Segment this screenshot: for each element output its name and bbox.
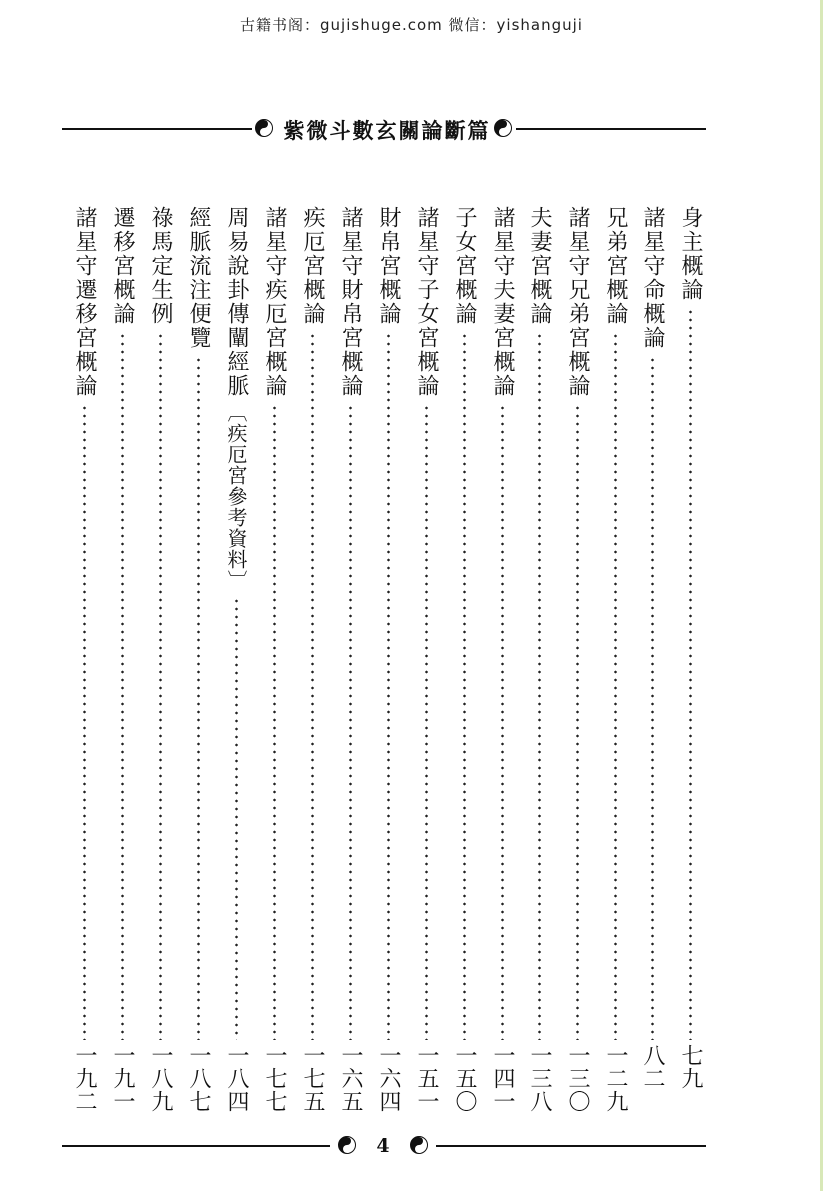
toc-entry-page: 一三八 [527, 1044, 552, 1113]
dot-leader [387, 332, 390, 1040]
dot-leader [463, 332, 466, 1040]
dot-leader [576, 404, 579, 1040]
toc-entry[interactable] [338, 206, 362, 1116]
dot-leader [538, 332, 541, 1040]
toc-entry-title: 諸星守兄弟宮概論 [565, 206, 590, 398]
toc-entry[interactable] [603, 206, 627, 1116]
toc-entry-title: 身主概論 [678, 206, 703, 302]
toc-entry-title: 諸星守命概論 [640, 206, 665, 350]
toc-entry[interactable] [148, 206, 172, 1116]
toc-entry-title: 諸星守財帛宮概論 [338, 206, 363, 398]
toc-entry-title: 諸星守疾厄宮概論 [262, 206, 287, 398]
toc-entry[interactable] [376, 206, 400, 1116]
toc-entry-title: 疾厄宮概論 [300, 206, 325, 326]
toc-entry[interactable] [490, 206, 514, 1116]
dot-leader [689, 308, 692, 1040]
toc-entry-title: 經脈流注便覽 [186, 206, 211, 350]
toc-entry-page: 一四一 [490, 1044, 515, 1113]
dot-leader [311, 332, 314, 1040]
dot-leader [197, 356, 200, 1040]
toc-entry[interactable] [110, 206, 134, 1116]
toc-entry-page: 一九二 [72, 1044, 97, 1113]
toc-entry-page: 一七五 [300, 1044, 325, 1113]
dot-leader [425, 404, 428, 1040]
yin-yang-icon [255, 119, 273, 137]
dot-leader [159, 332, 162, 1040]
toc-entry-title: 財帛宮概論 [376, 206, 401, 326]
toc-entry-title: 周易說卦傳闡經脈 [224, 206, 249, 398]
toc-entry-page: 八二 [640, 1044, 665, 1090]
dot-leader [501, 404, 504, 1040]
toc-entry-page: 一七七 [262, 1044, 287, 1113]
toc-entry[interactable] [640, 206, 664, 1116]
toc-entry[interactable] [186, 206, 210, 1116]
toc-entry-title: 諸星守夫妻宮概論 [490, 206, 515, 398]
dot-leader [651, 356, 654, 1040]
toc-entry-title: 夫妻宮概論 [527, 206, 552, 326]
toc-entry[interactable] [262, 206, 286, 1116]
toc-entry-page: 一六四 [376, 1044, 401, 1113]
toc-entry[interactable] [224, 206, 248, 1116]
toc-entry-page: 一二九 [603, 1044, 628, 1113]
toc-entry-page: 一八四 [224, 1044, 249, 1113]
dot-leader [83, 404, 86, 1040]
footer-rule-left [62, 1145, 330, 1147]
dot-leader [349, 404, 352, 1040]
dot-leader [121, 332, 124, 1040]
toc-entry-page: 一九一 [110, 1044, 135, 1113]
toc-entry-title: 兄弟宮概論 [603, 206, 628, 326]
toc-entry-page: 一八九 [148, 1044, 173, 1113]
toc-entry-page: 一六五 [338, 1044, 363, 1113]
watermark: 古籍书阁：gujishuge.com 微信：yishanguji [240, 16, 583, 34]
dot-leader [273, 404, 276, 1040]
toc-entry-page: 七九 [678, 1044, 703, 1090]
page-header-title: 紫微斗數玄關論斷篇 [283, 118, 491, 143]
toc-entry-page: 一五〇 [452, 1044, 477, 1113]
toc-entry[interactable] [527, 206, 551, 1116]
yin-yang-icon [338, 1136, 356, 1154]
toc-entry[interactable] [414, 206, 438, 1116]
footer-rule-right [436, 1145, 706, 1147]
toc-entry[interactable] [300, 206, 324, 1116]
toc-entry-title: 諸星守遷移宮概論 [72, 206, 97, 398]
toc-entry[interactable] [72, 206, 96, 1116]
toc-entry-title: 遷移宮概論 [110, 206, 135, 326]
toc-entry-title: 祿馬定生例 [148, 206, 173, 326]
toc-entry-note: ︹疾厄宮參考資料︺ [224, 402, 248, 591]
header-rule-right [516, 128, 706, 130]
toc-entry[interactable] [565, 206, 589, 1116]
page-number: 4 [376, 1135, 390, 1157]
dot-leader [614, 332, 617, 1040]
toc-entry[interactable] [452, 206, 476, 1116]
toc-entry-page: 一三〇 [565, 1044, 590, 1113]
toc-entry[interactable] [678, 206, 702, 1116]
toc-entry-page: 一五一 [414, 1044, 439, 1113]
yin-yang-icon [494, 119, 512, 137]
toc-entry-title: 諸星守子女宮概論 [414, 206, 439, 398]
toc-entry-title: 子女宮概論 [452, 206, 477, 326]
yin-yang-icon [410, 1136, 428, 1154]
dot-leader [235, 597, 238, 1040]
toc-entry-page: 一八七 [186, 1044, 211, 1113]
header-rule-left [62, 128, 252, 130]
